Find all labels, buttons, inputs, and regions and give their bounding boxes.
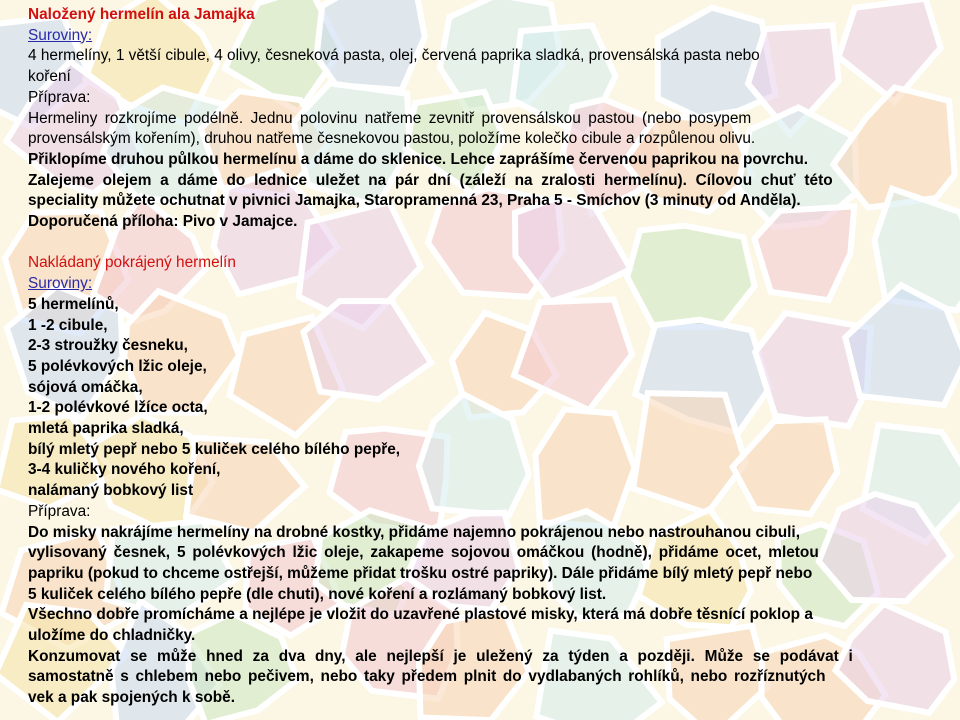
recipe-1-preparation-label: Příprava: bbox=[28, 88, 91, 106]
ingredient-item: nalámaný bobkový list bbox=[28, 482, 194, 500]
recipe-1-ingredients-line: koření bbox=[28, 68, 71, 86]
ingredient-item: 3-4 kuličky nového koření, bbox=[28, 461, 221, 479]
recipe-1-preparation-line: speciality můžete ochutnat v pivnici Jamajka, Staropramenná 23, Praha 5 - Smíchov (3 minuty od Anděla). bbox=[28, 192, 801, 210]
ingredient-item: 5 hermelínů, bbox=[28, 295, 119, 313]
recipe-2-ingredients-label: Suroviny: bbox=[28, 275, 93, 293]
recipe-2-preparation-line: uložíme do chladničky. bbox=[28, 627, 196, 645]
recipe-2-preparation-line: papriku (pokud to chceme ostřejší, můžeme přidat trošku ostré papriky). Dále přidáme bílý mletý pepř nebo bbox=[28, 564, 813, 582]
ingredient-item: mletá paprika sladká, bbox=[28, 420, 184, 438]
recipe-1-preparation-line: Přiklopíme druhou půlkou hermelínu a dáme do sklenice. Lehce zaprášíme červenou paprikou na povrchu. bbox=[28, 150, 808, 168]
recipe-1-preparation-line: Hermeliny rozkrojíme podélně. Jednu polovinu natřeme zevnitř provensálskou pastou (nebo posypem bbox=[28, 109, 752, 127]
ingredient-item: 1 -2 cibule, bbox=[28, 316, 108, 334]
recipe-document bbox=[28, 5, 920, 709]
ingredient-item: bílý mletý pepř nebo 5 kuliček celého bílého pepře, bbox=[28, 440, 401, 458]
recipe-1 bbox=[28, 5, 920, 233]
recipe-1-preparation-line: Zalejeme olejem a dáme do lednice uležet na pár dní (záleží na zralosti hermelínu). Cílovou chuť této bbox=[28, 171, 833, 189]
recipe-1-ingredients-label: Suroviny: bbox=[28, 26, 93, 44]
recipe-2-ingredients-list bbox=[28, 295, 920, 502]
ingredient-item: 2-3 stroužky česneku, bbox=[28, 337, 188, 355]
recipe-2-preparation-line: vek a pak spojených k sobě. bbox=[28, 689, 236, 707]
ingredient-item: 1-2 polévkové lžíce octa, bbox=[28, 399, 208, 417]
ingredient-item: 5 polévkových lžic oleje, bbox=[28, 357, 207, 375]
recipe-2 bbox=[28, 253, 920, 708]
recipe-1-title: Naložený hermelín ala Jamajka bbox=[28, 6, 255, 23]
recipe-1-preparation-line: Doporučená příloha: Pivo v Jamajce. bbox=[28, 213, 298, 231]
recipe-2-preparation-line: 5 kuliček celého bílého pepře (dle chuti), nové koření a rozlámaný bobkový list. bbox=[28, 585, 607, 603]
recipe-2-preparation-line: Všechno dobře promícháme a nejlépe je vložit do uzavřené plastové misky, která má dobře těsnící poklop a bbox=[28, 606, 813, 624]
recipe-2-preparation-label: Příprava: bbox=[28, 502, 91, 520]
ingredient-item: sójová omáčka, bbox=[28, 378, 143, 396]
recipe-2-preparation-line: vylisovaný česnek, 5 polévkových lžic oleje, zakapeme sojovou omáčkou (hodně), přidáme ocet, mletou bbox=[28, 544, 819, 562]
section-gap bbox=[28, 233, 920, 254]
recipe-1-preparation-line: provensálským kořením), druhou natřeme česnekovou pastou, položíme kolečko cibule a rozpůlenou olivu. bbox=[28, 130, 756, 148]
recipe-1-ingredients-line: 4 hermelíny, 1 větší cibule, 4 olivy, česneková pasta, olej, červená paprika sladká, provensálská pasta nebo bbox=[28, 47, 760, 65]
recipe-2-preparation-line: Konzumovat se může hned za dva dny, ale nejlepší je uležený za týden a později. Může se podávat i bbox=[28, 647, 853, 665]
recipe-2-preparation-line: samostatně s chlebem nebo pečivem, nebo taky předem plnit do vydlabaných rohlíků, nebo rozříznutých bbox=[28, 668, 826, 686]
recipe-2-title: Nakládaný pokrájený hermelín bbox=[28, 254, 236, 272]
recipe-2-preparation-line: Do misky nakrájíme hermelíny na drobné kostky, přidáme najemno pokrájenou nebo nastrouhanou cibuli, bbox=[28, 523, 800, 541]
